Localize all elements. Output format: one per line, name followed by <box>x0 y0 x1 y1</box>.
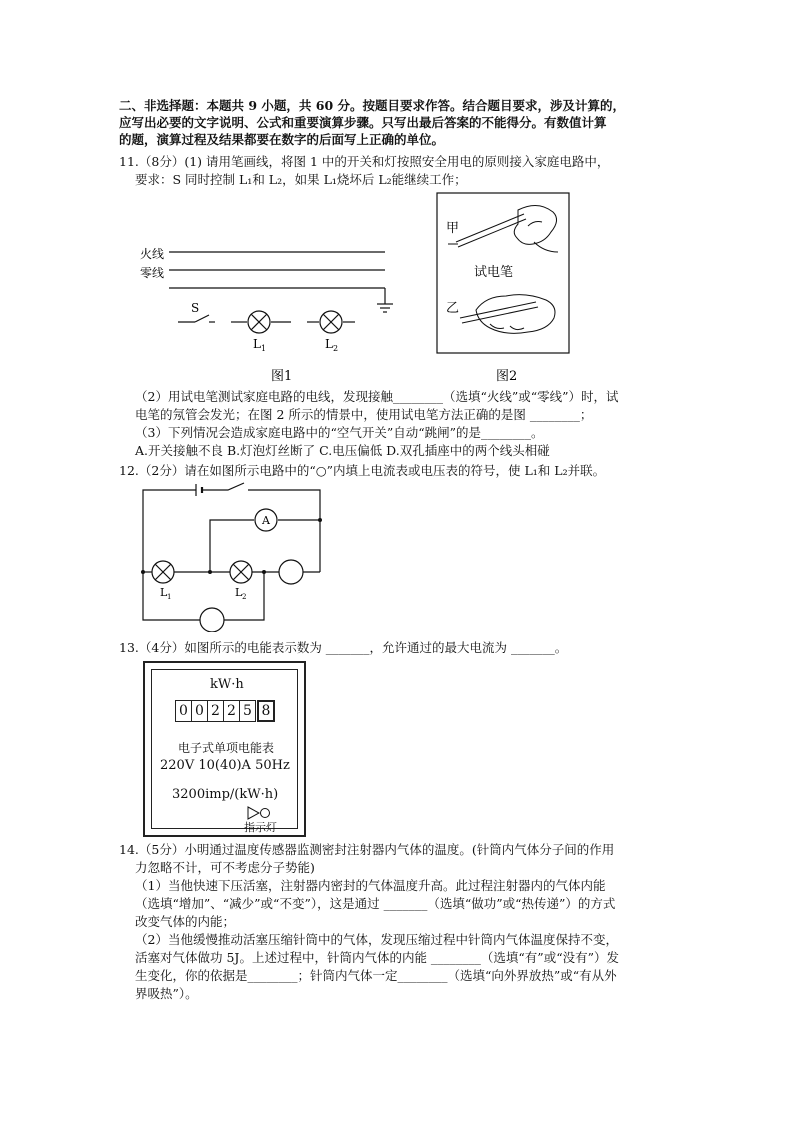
meter-digit: 2 <box>207 700 224 722</box>
ground-symbol <box>377 288 393 312</box>
indicator-light-icon <box>247 806 271 820</box>
lamp-l1-symbol <box>231 311 291 353</box>
meter-unit: kW·h <box>210 677 244 692</box>
section-intro-line-3: 的题，演算过程及结果都要在数字的后面写上正确的单位。 <box>119 132 445 147</box>
q11-part2-line-2: 电笔的氖管会发光；在图 2 所示的情景中，使用试电笔方法正确的是图 ________； <box>135 407 593 422</box>
q12-stem: 12.（2分）请在如图所示电路中的“○”内填上电流表或电压表的符号，使 L₁和 L₂并联。 <box>119 463 606 478</box>
q14-part2-line-2: 活塞对气体做功 5J。上述过程中，针筒内气体的内能 ________（选填“有”或“没有”）发 <box>135 950 619 965</box>
lamp-l2-subscript: 2 <box>333 344 339 353</box>
meter-digits <box>176 700 275 722</box>
energy-meter-panel <box>151 669 298 834</box>
figure-1-caption: 图1 <box>271 369 293 384</box>
q12-l1-subscript: 1 <box>167 593 172 601</box>
top-left-wire <box>143 490 196 572</box>
q12-l2-label: L <box>235 586 243 599</box>
q11-part3-line: （3）下列情况会造成家庭电路中的“空气开关”自动“跳闸”的是________。 <box>135 425 544 440</box>
switch-top <box>202 483 244 490</box>
meter-decimal-digit: 8 <box>257 700 275 722</box>
figure-1-household-circuit <box>135 238 405 388</box>
test-pen-label: 试电笔 <box>474 265 514 280</box>
ammeter-label: A <box>262 514 270 527</box>
indicator-label: 指示灯 <box>244 821 277 834</box>
ammeter-left-wire <box>210 520 254 572</box>
section-intro-line-1: 二、非选择题：本题共 9 小题，共 60 分。按题目要求作答。结合题目要求，涉及计算的， <box>119 98 626 113</box>
lamp-l2-label: L <box>325 337 333 351</box>
lamp-l1-symbol-q12 <box>152 561 174 583</box>
jia-label: 甲 <box>446 221 460 236</box>
yi-label: 乙 <box>446 301 460 316</box>
q11-stem-line-1: 11.（8分）(1) 请用笔画线，将图 1 中的开关和灯按照安全用电的原则接入家庭电路中， <box>119 154 610 169</box>
lamp-l2-symbol-q12 <box>230 561 252 583</box>
q11-options: A.开关接触不良 B.灯泡灯丝断了 C.电压偏低 D.双孔插座中的两个线头相碰 <box>135 443 550 458</box>
lamp-l1-subscript: 1 <box>261 344 267 353</box>
q14-part2-line-3: 生变化，你的依据是________；针筒内气体一定________（选填“向外界放热”或“有从外 <box>135 968 617 983</box>
hand-yi-icon <box>460 295 555 334</box>
switch-label: S <box>191 301 200 315</box>
q14-stem-line-2: 力忽略不计，可不考虑分子势能) <box>135 860 315 875</box>
lamp-l1-label: L <box>253 337 261 351</box>
neutral-wire-label: 零线 <box>140 266 165 280</box>
meter-imp-constant: 3200imp/(kW·h) <box>172 787 279 802</box>
switch-s-symbol <box>178 301 215 322</box>
q14-part1-line-2: （选填“增加”、“减少”或“不变”），这是通过 _______（选填“做功”或“热传递”）的方式 <box>135 896 616 911</box>
q14-stem-line-1: 14.（5分）小明通过温度传感器监测密封注射器内气体的温度。(针筒内气体分子间的作用 <box>119 842 615 857</box>
q12-l1-label: L <box>160 586 168 599</box>
hand-jia-icon <box>448 205 558 252</box>
blank-meter-circle-right <box>279 560 303 584</box>
section-intro-line-2: 应写出必要的文字说明、公式和重要演算步骤。只写出最后答案的不能得分。有数值计算 <box>119 115 607 130</box>
q14-part1-line-1: （1）当他快速下压活塞，注射器内密封的气体温度升高。此过程注射器内的气体内能 <box>135 878 606 893</box>
live-wire-label: 火线 <box>140 247 165 261</box>
figure-2-caption: 图2 <box>496 369 518 384</box>
q12-l2-subscript: 2 <box>242 593 247 601</box>
meter-name: 电子式单项电能表 <box>178 741 275 755</box>
q14-part1-line-3: 改变气体的内能； <box>135 914 236 929</box>
q14-part2-line-1: （2）当他缓慢推动活塞压缩针筒中的气体，发现压缩过程中针筒内气体温度保持不变， <box>135 932 618 947</box>
ammeter-symbol <box>255 509 277 531</box>
q13-stem: 13.（4分）如图所示的电能表示数为 _______，允许通过的最大电流为 _______。 <box>119 640 568 655</box>
blank-meter-circle-bottom <box>200 608 224 632</box>
figure-2-test-pen <box>436 192 572 384</box>
meter-spec: 220V 10(40)A 50Hz <box>160 758 290 773</box>
figure-q12-circuit <box>138 482 338 632</box>
meter-digit: 0 <box>191 700 208 722</box>
meter-digit: 0 <box>175 700 192 722</box>
meter-digit: 5 <box>239 700 256 722</box>
q11-part2-line-1: （2）用试电笔测试家庭电路的电线，发现接触________（选填“火线”或“零线”）时，试 <box>135 389 619 404</box>
meter-digit: 2 <box>223 700 240 722</box>
q11-stem-line-2: 要求：S 同时控制 L₁和 L₂，如果 L₁烧坏后 L₂能继续工作； <box>135 172 467 187</box>
energy-meter <box>143 661 306 837</box>
q14-part2-line-4: 界吸热”）。 <box>135 986 198 1001</box>
lamp-l2-symbol <box>307 311 355 353</box>
